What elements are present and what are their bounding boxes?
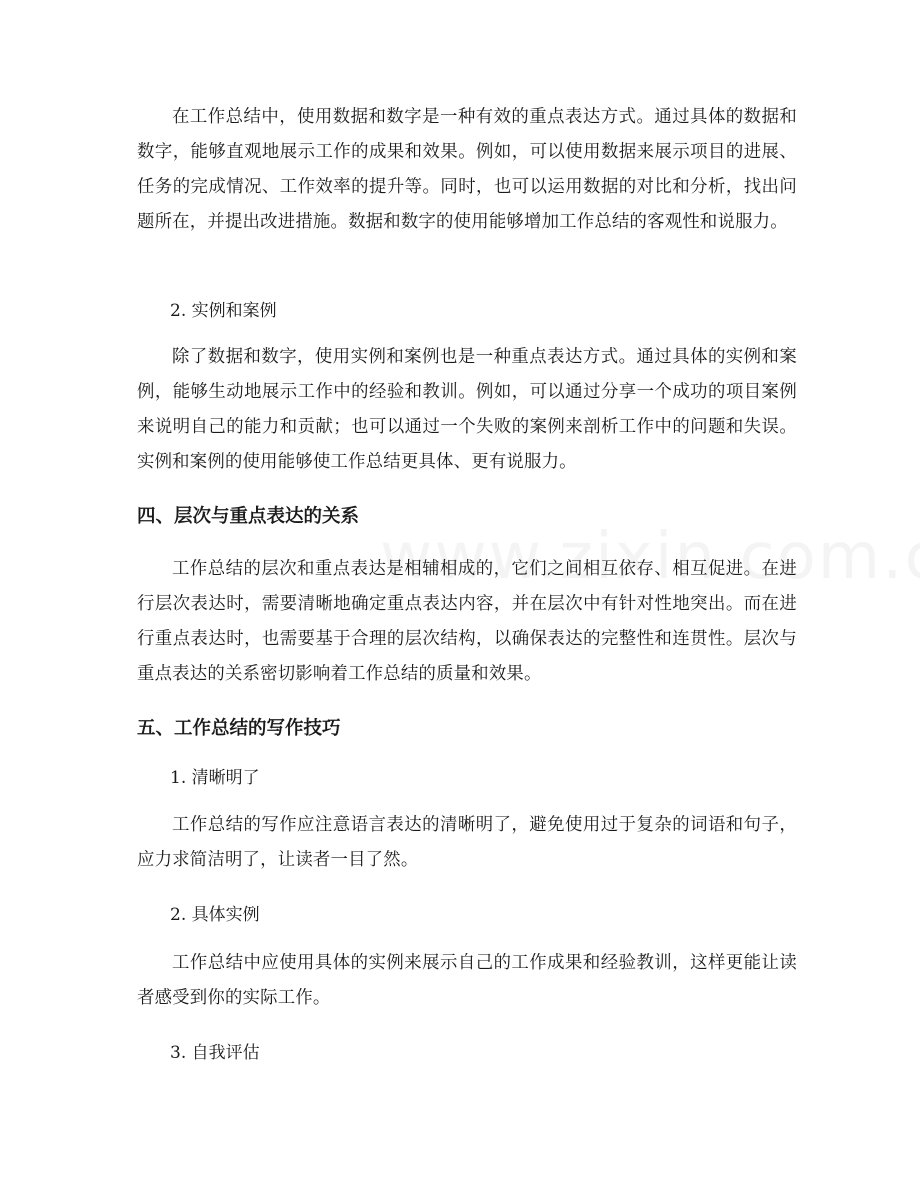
- section-heading-4: 四、层次与重点表达的关系: [137, 506, 360, 527]
- paragraph-examples-and-cases: 除了数据和数字，使用实例和案例也是一种重点表达方式。通过具体的实例和案例，能够生动地展示工作中的经验和教训。例如，可以通过分享一个成功的项目案例来说明自己的能力和贡献；也可以通过一个失败的案例来剖析工作中的问题和失误。实例和案例的使用能够使工作总结更具体、更有说服力。: [137, 347, 797, 472]
- paragraph-data-and-numbers: 在工作总结中，使用数据和数字是一种有效的重点表达方式。通过具体的数据和数字，能够直观地展示工作的成果和效果。例如，可以使用数据来展示项目的进展、任务的完成情况、工作效率的提升等。同时，也可以运用数据的对比和分析，找出问题所在，并提出改进措施。数据和数字的使用能够增加工作总结的客观性和说服力。: [137, 107, 797, 232]
- paragraph-clear: 工作总结的写作应注意语言表达的清晰明了，避免使用过于复杂的词语和句子，应力求简洁明了，让读者一目了然。: [137, 815, 797, 870]
- section-heading-5: 五、工作总结的写作技巧: [137, 718, 341, 739]
- subheading-examples-and-cases: 2. 实例和案例: [170, 301, 277, 321]
- subheading-self-assessment: 3. 自我评估: [170, 1043, 260, 1063]
- subheading-clear: 1. 清晰明了: [170, 768, 260, 788]
- paragraph-specific-examples: 工作总结中应使用具体的实例来展示自己的工作成果和经验教训，这样更能让读者感受到你的实际工作。: [137, 953, 797, 1008]
- subheading-specific-examples: 2. 具体实例: [170, 905, 260, 925]
- paragraph-hierarchy-relation: 工作总结的层次和重点表达是相辅相成的，它们之间相互依存、相互促进。在进行层次表达时，需要清晰地确定重点表达内容，并在层次中有针对性地突出。而在进行重点表达时，也需要基于合理的层次结构，以确保表达的完整性和连贯性。层次与重点表达的关系密切影响着工作总结的质量和效果。: [137, 559, 797, 684]
